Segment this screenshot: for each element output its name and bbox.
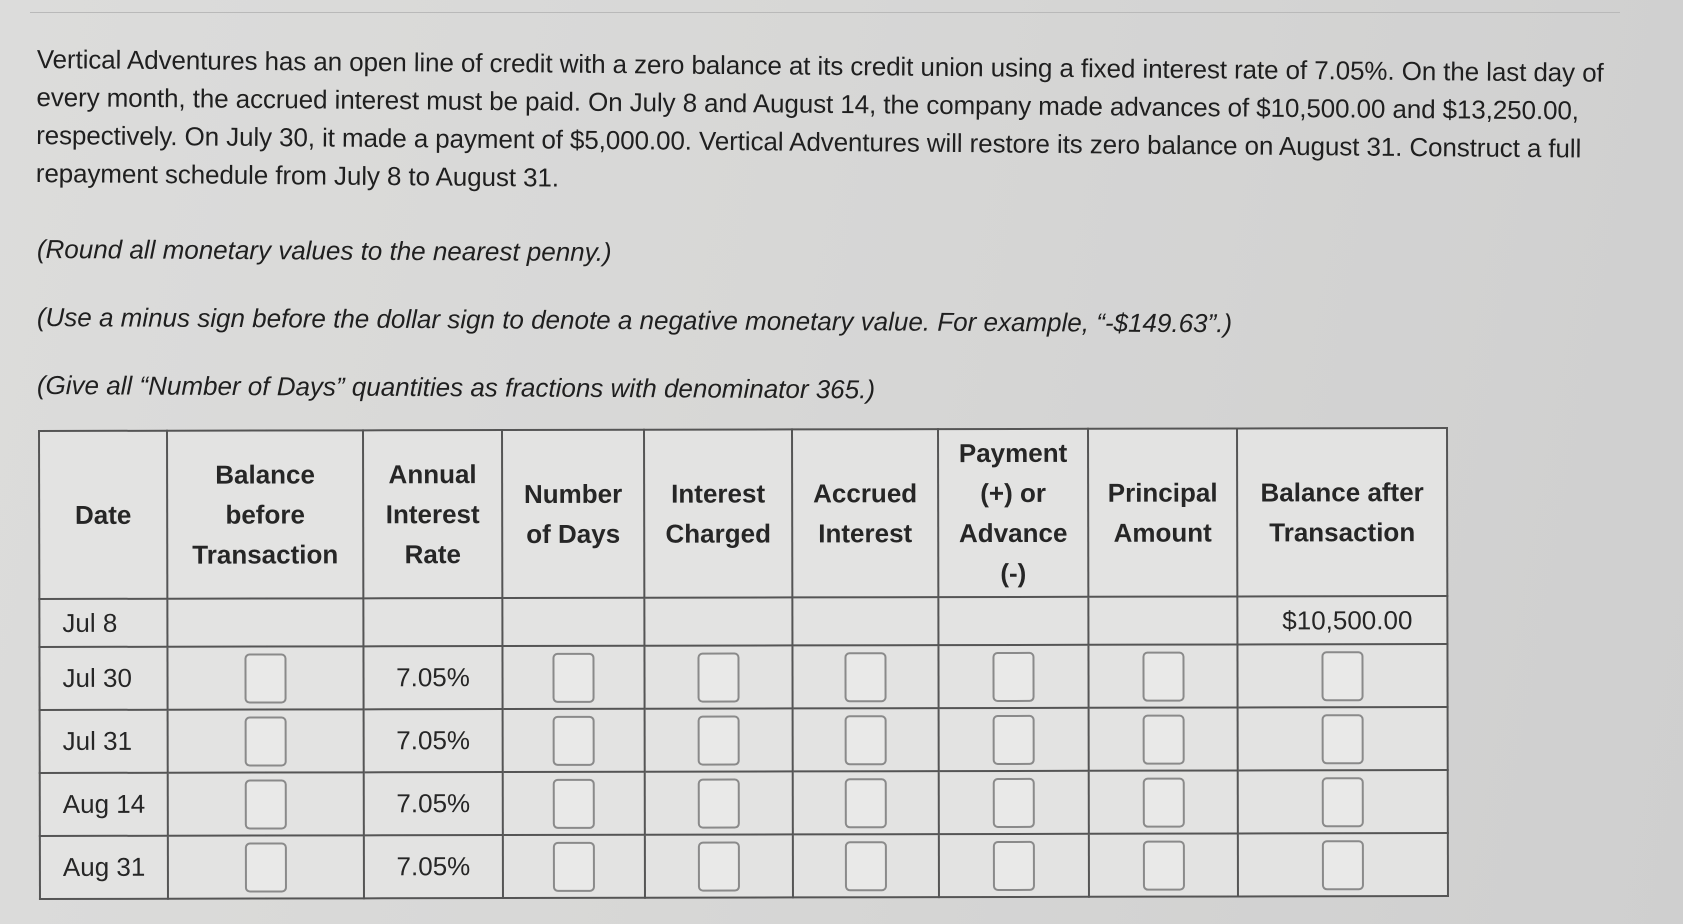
payment-advance-cell [939,708,1089,771]
payment-advance-cell [938,645,1088,708]
balance-after-input[interactable] [1322,777,1364,827]
empty-cell [644,597,792,645]
accrued-interest-input[interactable] [845,715,887,765]
date-cell: Aug 14 [40,773,168,836]
payment-advance-input[interactable] [992,651,1034,701]
balance-before-input[interactable] [245,716,287,766]
interest-charged-input[interactable] [698,778,740,828]
negative-value-instruction: (Use a minus sign before the dollar sign to denote a negative monetary value. For example, “-$149.63”.) [36,301,1233,339]
balance-after-input[interactable] [1322,840,1364,890]
accrued-interest-cell [793,771,939,834]
header-balance-before: Balance before Transaction [167,430,363,598]
balance-after-cell [1238,833,1448,896]
repayment-schedule-table [38,427,1449,900]
problem-statement: Vertical Adventures has an open line of credit with a zero balance at its credit union using a fixed interest rate of 7.05%. On the last day of every month, the accrued interest must be paid. On July 8 and August 14, the company made advances of $10,500.00 and $13,250.00, respectively. On July 30, it made a payment of $5,000.00. Vertical Adventures will restore its zero balance on August 31. Construct a full repayment schedule from July 8 to August 31. [35,43,1604,193]
header-row [39,428,1447,599]
balance-after-input[interactable] [1322,714,1364,764]
accrued-interest-input[interactable] [845,778,887,828]
balance-before-cell [168,835,364,898]
empty-cell [938,597,1088,645]
header-accrued-interest: Accrued Interest [792,429,938,597]
header-principal-amount: Principal Amount [1088,428,1237,596]
interest-charged-input[interactable] [698,841,740,891]
number-of-days-input[interactable] [553,778,595,828]
date-cell: Jul 8 [39,599,167,647]
balance-before-input[interactable] [245,842,287,892]
principal-amount-input[interactable] [1142,777,1184,827]
empty-cell [363,598,502,646]
balance-before-cell [168,709,364,772]
balance-after-cell [1238,707,1448,770]
rate-cell: 7.05% [364,772,503,835]
days-fraction-instruction: (Give all “Number of Days” quantities as fractions with denominator 365.) [36,369,876,405]
date-cell: Aug 31 [40,836,168,899]
table-row [39,644,1447,710]
top-divider [30,12,1620,13]
principal-cell [1089,833,1238,896]
balance-after-cell [1237,644,1447,707]
date-cell: Jul 30 [39,647,167,710]
accrued-interest-cell [793,834,939,897]
accrued-interest-input[interactable] [844,652,886,702]
rate-cell: 7.05% [364,709,503,772]
days-cell [503,772,645,835]
principal-amount-input[interactable] [1142,651,1184,701]
rounding-instruction: (Round all monetary values to the nearest penny.) [36,233,612,268]
principal-cell [1089,770,1238,833]
balance-before-cell [168,772,364,835]
table-row [40,833,1448,899]
empty-cell [167,598,363,646]
payment-advance-input[interactable] [993,840,1035,890]
header-payment-or-advance: Payment (+) or Advance (-) [938,429,1088,597]
header-number-of-days: Number of Days [502,430,644,598]
balance-after-value: $10,500.00 [1237,596,1447,644]
number-of-days-input[interactable] [553,841,595,891]
question-container [35,40,1637,405]
table-row [40,707,1448,773]
days-cell [503,835,645,898]
principal-amount-input[interactable] [1142,840,1184,890]
payment-advance-input[interactable] [993,777,1035,827]
table-row [40,770,1448,836]
principal-cell [1088,644,1237,707]
balance-before-input[interactable] [245,779,287,829]
date-cell: Jul 31 [40,710,168,773]
number-of-days-input[interactable] [552,652,594,702]
balance-after-cell [1238,770,1448,833]
balance-before-input[interactable] [244,653,286,703]
balance-after-input[interactable] [1321,651,1363,701]
empty-cell [792,597,938,645]
empty-cell [1088,596,1237,644]
interest-charged-cell [645,771,793,834]
days-cell [502,646,644,709]
payment-advance-cell [939,834,1089,897]
header-interest-charged: Interest Charged [644,429,792,597]
interest-charged-input[interactable] [698,715,740,765]
interest-charged-cell [645,708,793,771]
balance-before-cell [167,646,363,709]
accrued-interest-input[interactable] [845,841,887,891]
principal-cell [1089,707,1238,770]
payment-advance-cell [939,771,1089,834]
rate-cell: 7.05% [364,835,503,898]
header-balance-after: Balance after Transaction [1237,428,1447,596]
number-of-days-input[interactable] [553,715,595,765]
interest-charged-cell [644,645,792,708]
header-date: Date [39,431,167,599]
principal-amount-input[interactable] [1142,714,1184,764]
accrued-interest-cell [793,708,939,771]
empty-cell [502,598,644,646]
table-row [39,596,1447,647]
rate-cell: 7.05% [363,646,502,709]
interest-charged-input[interactable] [697,652,739,702]
header-annual-rate: Annual Interest Rate [363,430,502,598]
days-cell [503,709,645,772]
payment-advance-input[interactable] [993,714,1035,764]
interest-charged-cell [645,834,793,897]
accrued-interest-cell [792,645,938,708]
